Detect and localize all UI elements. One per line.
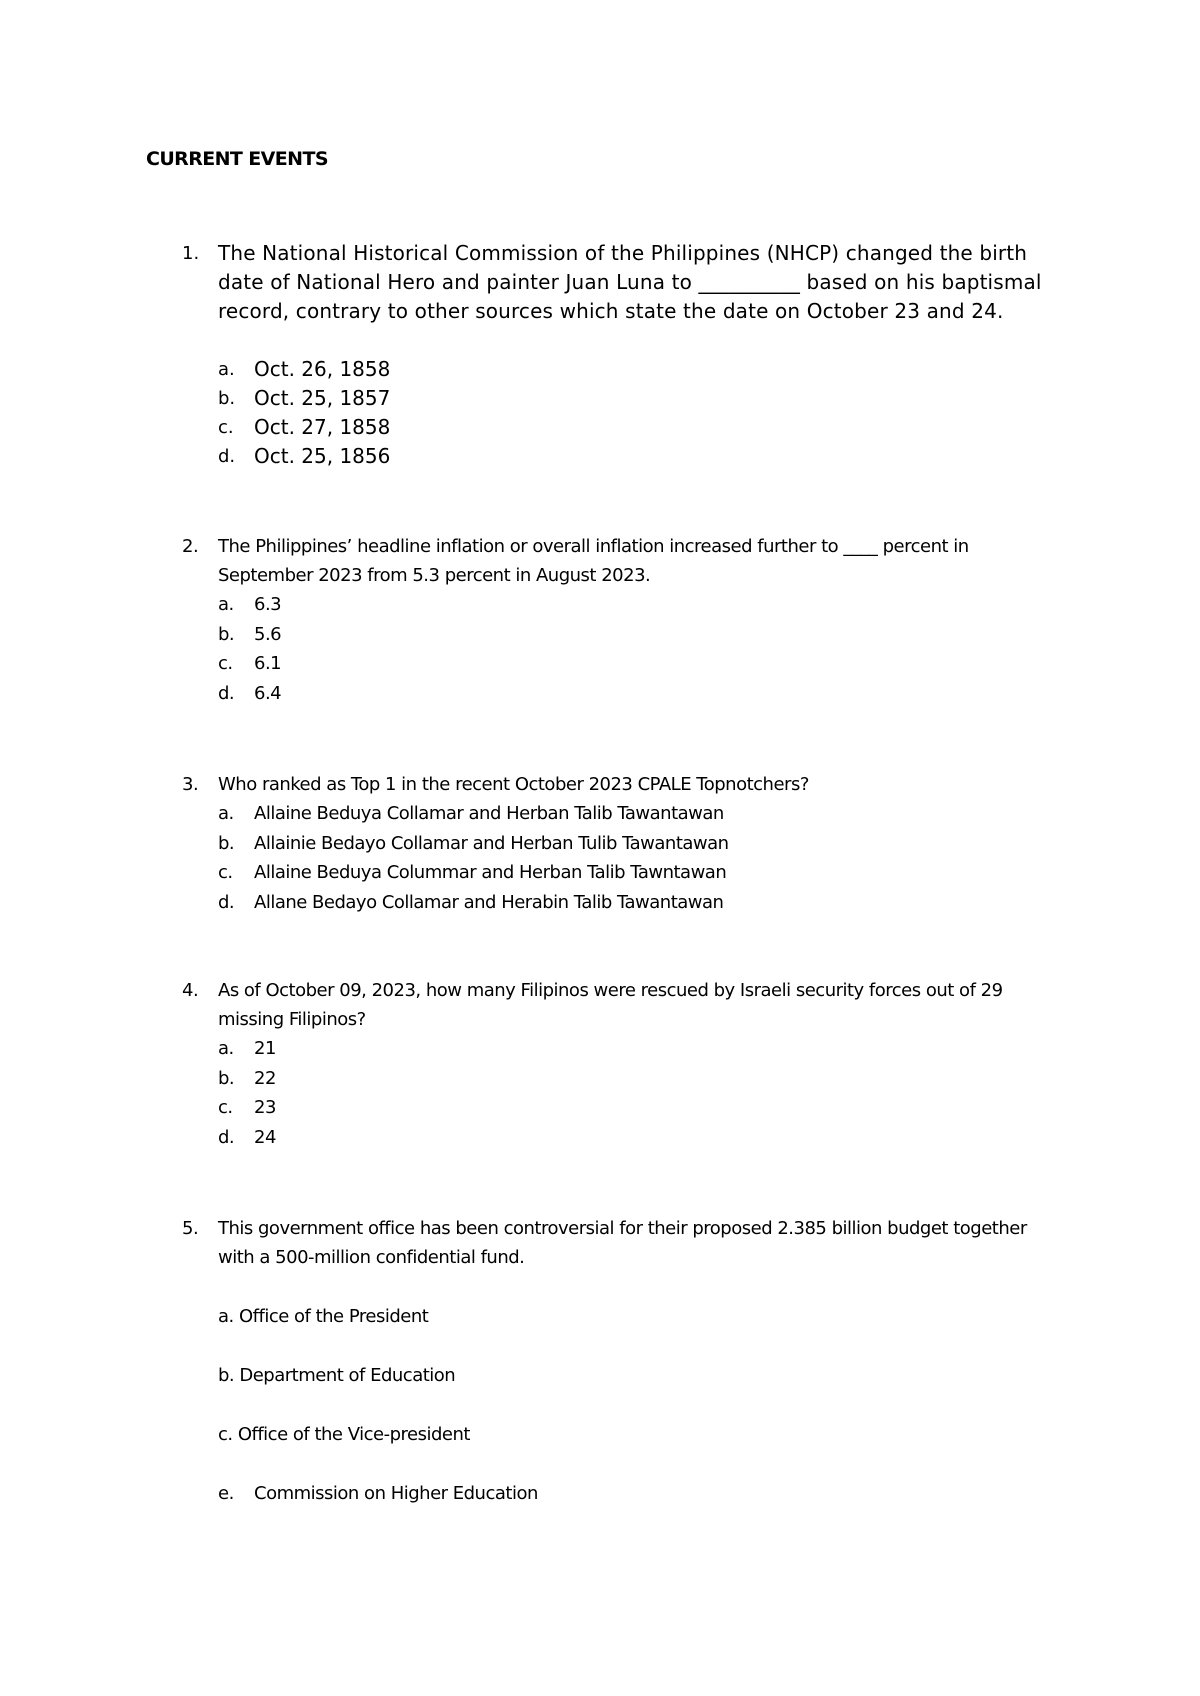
option-letter: a. — [218, 803, 234, 824]
option-letter: d. — [218, 446, 236, 467]
option-b: b. Department of Education — [218, 1365, 456, 1386]
option-letter: c. — [218, 862, 233, 883]
option-text: Oct. 25, 1856 — [254, 444, 391, 468]
option-letter: e. — [218, 1483, 234, 1504]
option-letter: d. — [218, 682, 235, 704]
document-title: CURRENT EVENTS — [146, 148, 328, 170]
option-letter: a. — [218, 359, 235, 380]
question-number: 4. — [182, 980, 199, 1001]
option-letter: b. — [218, 832, 235, 854]
question-text: The Philippines’ headline inflation or overall inflation increased further to ____ percent in September 2023 from 5.3 percent in August 2023. — [218, 536, 969, 586]
option-text: Allaine Beduya Collamar and Herban Talib Tawantawan — [254, 803, 724, 824]
option-letter: b. — [218, 623, 235, 645]
question-text: As of October 09, 2023, how many Filipinos were rescued by Israeli security forces out of 29 missing Filipinos? — [218, 980, 1003, 1030]
option-letter: a. — [218, 1038, 234, 1059]
option-text: 6.4 — [254, 682, 282, 704]
option-text: Oct. 27, 1858 — [254, 415, 391, 439]
option-text: Allane Bedayo Collamar and Herabin Talib Tawantawan — [254, 891, 724, 913]
option-letter: d. — [218, 891, 235, 913]
option-text: 24 — [254, 1126, 276, 1148]
option-letter: b. — [218, 1067, 235, 1089]
option-text: Allainie Bedayo Collamar and Herban Tulib Tawantawan — [254, 832, 729, 854]
question-number: 1. — [182, 243, 200, 264]
option-c: c. Office of the Vice-president — [218, 1424, 470, 1445]
option-letter: a. — [218, 594, 234, 615]
option-text: Commission on Higher Education — [254, 1483, 538, 1504]
option-letter: c. — [218, 1097, 233, 1118]
option-text: 23 — [254, 1097, 276, 1118]
question-text: Who ranked as Top 1 in the recent October 2023 CPALE Topnotchers? — [218, 774, 809, 795]
option-letter: b. — [218, 388, 236, 409]
question-number: 3. — [182, 774, 199, 795]
option-text: 22 — [254, 1067, 276, 1089]
option-letter: c. — [218, 417, 234, 438]
question-number: 2. — [182, 536, 199, 557]
option-letter: c. — [218, 653, 233, 674]
option-text: Oct. 26, 1858 — [254, 357, 391, 381]
question-text: The National Historical Commission of the Philippines (NHCP) changed the birth date of National Hero and painter Juan Luna to __________ based on his baptismal record, contrary to other sources which state the date on October 23 and 24. — [218, 241, 1042, 323]
question-text: This government office has been controversial for their proposed 2.385 billion budget together with a 500-million confidential fund. — [218, 1218, 1027, 1268]
option-e — [218, 1479, 618, 1508]
option-a: a. Office of the President — [218, 1306, 429, 1327]
option-text: Allaine Beduya Colummar and Herban Talib Tawntawan — [254, 862, 727, 883]
option-text: Oct. 25, 1857 — [254, 386, 391, 410]
option-text: 5.6 — [254, 623, 282, 645]
option-text: 6.3 — [254, 594, 282, 615]
option-letter: d. — [218, 1126, 235, 1148]
question-number: 5. — [182, 1218, 199, 1239]
option-text: 21 — [254, 1038, 276, 1059]
option-text: 6.1 — [254, 653, 282, 674]
